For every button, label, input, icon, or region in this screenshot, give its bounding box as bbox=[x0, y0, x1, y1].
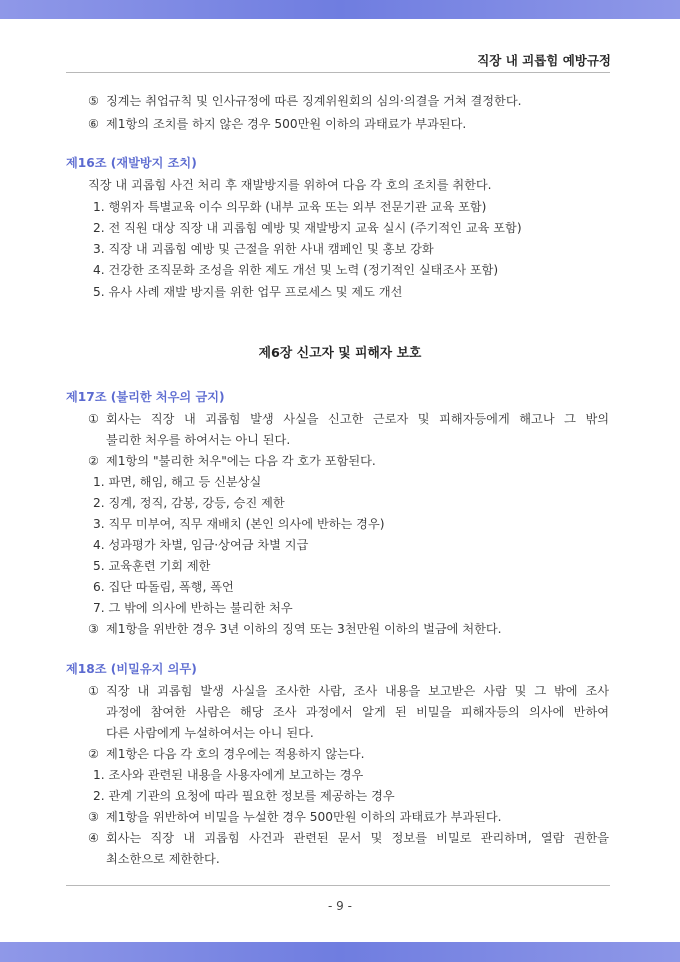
list-item: 1. 행위자 특별교육 이수 의무화 (내부 교육 또는 외부 전문기관 교육 포함) bbox=[93, 200, 487, 214]
paragraph-text-continued: 다른 사람에게 누설하여서는 아니 된다. bbox=[106, 726, 314, 740]
list-item: 2. 징계, 정직, 감봉, 강등, 승진 제한 bbox=[93, 496, 285, 510]
paragraph-item bbox=[88, 746, 365, 762]
paragraph-marker: ⑤ bbox=[88, 94, 99, 108]
bottom-decorative-band bbox=[0, 942, 680, 962]
running-header-title: 직장 내 괴롭힘 예방규정 bbox=[477, 53, 611, 68]
paragraph-item bbox=[88, 93, 521, 109]
list-item: 6. 집단 따돌림, 폭행, 폭언 bbox=[93, 580, 234, 594]
paragraph-marker: ① bbox=[88, 412, 99, 426]
list-item: 7. 그 밖에 의사에 반하는 불리한 처우 bbox=[93, 601, 293, 615]
paragraph-text: 회사는 직장 내 괴롭힘 사건과 관련된 문서 및 정보를 비밀로 관리하며, 열람 권한을 bbox=[106, 831, 609, 845]
list-item: 2. 전 직원 대상 직장 내 괴롭힘 예방 및 재발방지 교육 실시 (주기적인 교육 포함) bbox=[93, 221, 522, 235]
list-item: 3. 직무 미부여, 직무 재배치 (본인 의사에 반하는 경우) bbox=[93, 517, 385, 531]
header-divider bbox=[66, 72, 610, 73]
page-number: - 9 - bbox=[328, 899, 352, 913]
paragraph-marker: ① bbox=[88, 684, 99, 698]
paragraph-marker: ③ bbox=[88, 622, 99, 636]
list-item: 1. 조사와 관련된 내용을 사용자에게 보고하는 경우 bbox=[93, 768, 364, 782]
paragraph-text: 제1항은 다음 각 호의 경우에는 적용하지 않는다. bbox=[106, 747, 365, 761]
footer-divider bbox=[66, 885, 610, 886]
paragraph-text: 징계는 취업규칙 및 인사규정에 따른 징계위원회의 심의·의결을 거쳐 결정한다. bbox=[106, 94, 522, 108]
paragraph-text-continued: 최소한으로 제한한다. bbox=[106, 852, 220, 866]
paragraph-text: 회사는 직장 내 괴롭힘 발생 사실을 신고한 근로자 및 피해자등에게 해고나 그 밖의 bbox=[106, 412, 609, 426]
top-decorative-band bbox=[0, 0, 680, 19]
paragraph-text: 제1항을 위반한 경우 3년 이하의 징역 또는 3천만원 이하의 벌금에 처한다. bbox=[106, 622, 502, 636]
paragraph-text: 제1항의 조치를 하지 않은 경우 500만원 이하의 과태료가 부과된다. bbox=[106, 117, 467, 131]
paragraph-item bbox=[88, 830, 609, 846]
paragraph-item bbox=[88, 621, 502, 637]
paragraph-text-continued: 불리한 처우를 하여서는 아니 된다. bbox=[106, 433, 291, 447]
article-18-heading: 제18조 (비밀유지 의무) bbox=[66, 662, 197, 676]
list-item: 5. 유사 사례 재발 방지를 위한 업무 프로세스 및 제도 개선 bbox=[93, 285, 403, 299]
paragraph-item bbox=[88, 809, 502, 825]
paragraph-marker: ③ bbox=[88, 810, 99, 824]
article-16-intro: 직장 내 괴롭힘 사건 처리 후 재발방지를 위하여 다음 각 호의 조치를 취한다. bbox=[88, 178, 492, 192]
paragraph-marker: ② bbox=[88, 454, 99, 468]
list-item: 3. 직장 내 괴롭힘 예방 및 근절을 위한 사내 캠페인 및 홍보 강화 bbox=[93, 242, 434, 256]
paragraph-marker: ② bbox=[88, 747, 99, 761]
paragraph-text-line bbox=[88, 411, 609, 427]
list-item: 4. 건강한 조직문화 조성을 위한 제도 개선 및 노력 (정기적인 실태조사 포함) bbox=[93, 263, 499, 277]
list-item: 2. 관계 기관의 요청에 따라 필요한 정보를 제공하는 경우 bbox=[93, 789, 395, 803]
paragraph-text: 제1항을 위반하여 비밀을 누설한 경우 500만원 이하의 과태료가 부과된다. bbox=[106, 810, 502, 824]
article-16-heading: 제16조 (재발방지 조치) bbox=[66, 156, 197, 170]
list-item: 5. 교육훈련 기회 제한 bbox=[93, 559, 211, 573]
paragraph-text: 과정에 참여한 사람은 해당 조사 과정에서 알게 된 비밀을 피해자등의 의사에 반하여 bbox=[106, 705, 609, 719]
article-17-heading: 제17조 (불리한 처우의 금지) bbox=[66, 390, 225, 404]
paragraph-item bbox=[88, 116, 466, 132]
paragraph-marker: ⑥ bbox=[88, 117, 99, 131]
paragraph-item bbox=[88, 683, 609, 699]
paragraph-text-continued bbox=[106, 704, 609, 720]
paragraph-text: 제1항의 "불리한 처우"에는 다음 각 호가 포함된다. bbox=[106, 454, 376, 468]
paragraph-item bbox=[88, 453, 376, 469]
chapter-title: 제6장 신고자 및 피해자 보호 bbox=[258, 346, 422, 361]
paragraph-text: 직장 내 괴롭힘 발생 사실을 조사한 사람, 조사 내용을 보고받은 사람 및 그 밖에 조사 bbox=[106, 684, 609, 698]
list-item: 1. 파면, 해임, 해고 등 신분상실 bbox=[93, 475, 262, 489]
paragraph-marker: ④ bbox=[88, 831, 99, 845]
list-item: 4. 성과평가 차별, 임금·상여금 차별 지급 bbox=[93, 538, 309, 552]
